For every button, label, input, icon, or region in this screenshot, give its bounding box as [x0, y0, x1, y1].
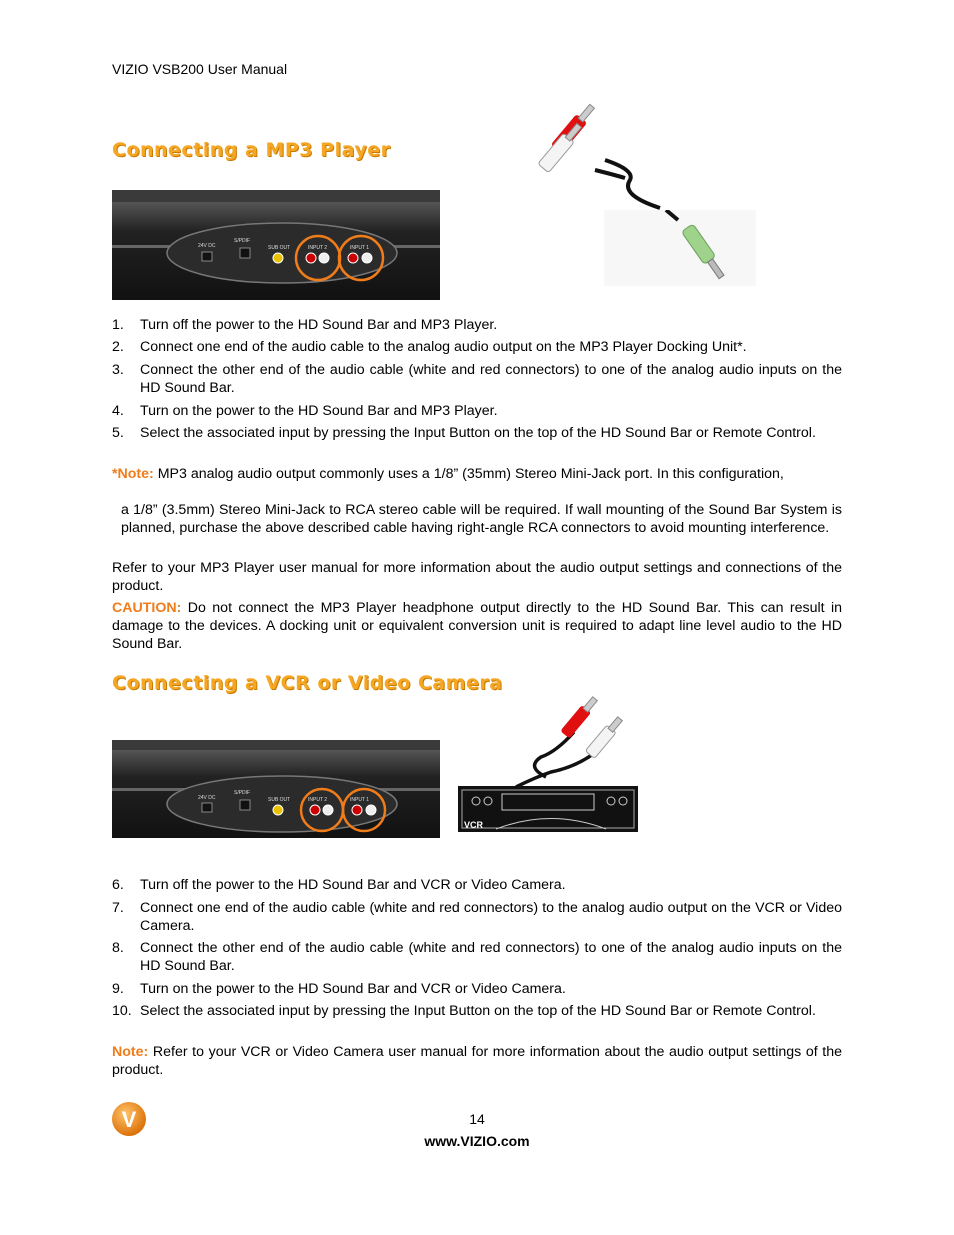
refer-paragraph: Refer to your MP3 Player user manual for more information about the audio output settings and connections of the product.	[112, 560, 842, 594]
panel-label: S/PDIF	[234, 790, 251, 796]
step-number: 8.	[112, 940, 124, 956]
step-number: 10.	[112, 1003, 132, 1019]
step-number: 4.	[112, 403, 124, 419]
panel-label: INPUT 2	[308, 245, 328, 251]
panel-label: INPUT 2	[308, 797, 328, 803]
panel-label: INPUT 1	[350, 245, 370, 251]
step-text: Connect one end of the audio cable to the analog audio output on the MP3 Player Docking Unit*.	[140, 339, 747, 355]
step-text: Select the associated input by pressing the Input Button on the top of the HD Sound Bar or Remote Control.	[140, 425, 816, 441]
panel-label: SUB OUT	[268, 245, 291, 251]
footer-url[interactable]: www.VIZIO.com	[424, 1133, 530, 1149]
note-paragraph	[112, 465, 842, 483]
step-number: 9.	[112, 981, 124, 997]
step-number: 1.	[112, 317, 124, 333]
step-number: 7.	[112, 900, 124, 916]
caution-paragraph	[112, 599, 842, 653]
panel-label: SUB OUT	[268, 797, 291, 803]
panel-label: S/PDIF	[234, 238, 251, 244]
rca-cable-image-1	[535, 100, 665, 210]
panel-label: 24V DC	[198, 243, 216, 249]
step-text: Turn on the power to the HD Sound Bar and VCR or Video Camera.	[140, 981, 566, 997]
step-text: Turn off the power to the HD Sound Bar and MP3 Player.	[140, 317, 498, 333]
list-item	[112, 939, 842, 975]
caution-label: CAUTION:	[112, 600, 182, 616]
document-header: VIZIO VSB200 User Manual	[112, 61, 288, 77]
note-label: Note:	[112, 1044, 149, 1060]
step-text: Turn off the power to the HD Sound Bar and VCR or Video Camera.	[140, 877, 566, 893]
list-item	[112, 338, 842, 356]
vcr-connection-image	[456, 692, 640, 834]
soundbar-rear-panel-image-2	[112, 740, 440, 838]
note-label: *Note:	[112, 466, 154, 482]
note-text: MP3 analog audio output commonly uses a 1/8” (35mm) Stereo Mini-Jack port. In this configuration,	[153, 466, 784, 482]
section-title-mp3: Connecting a MP3 Player	[112, 139, 391, 161]
step-text: Turn on the power to the HD Sound Bar and MP3 Player.	[140, 403, 498, 419]
panel-label: 24V DC	[198, 795, 216, 801]
note-paragraph-vcr	[112, 1043, 842, 1079]
step-text: Connect the other end of the audio cable (white and red connectors) to one of the analog audio inputs on the HD Sound Bar.	[140, 940, 842, 974]
list-item	[112, 1002, 842, 1020]
list-item	[112, 980, 842, 998]
soundbar-rear-panel-image-1	[112, 190, 440, 300]
step-text: Select the associated input by pressing the Input Button on the top of the HD Sound Bar or Remote Control.	[140, 1003, 816, 1019]
list-item	[112, 899, 842, 935]
list-item	[112, 876, 842, 894]
section-title-vcr: Connecting a VCR or Video Camera	[112, 672, 503, 694]
panel-label: INPUT 1	[350, 797, 370, 803]
page-number: 14	[469, 1111, 485, 1127]
list-item	[112, 424, 842, 442]
list-item	[112, 361, 842, 397]
step-number: 5.	[112, 425, 124, 441]
list-item	[112, 402, 842, 420]
caution-text: Do not connect the MP3 Player headphone output directly to the HD Sound Bar. This can result in damage to the devices. A docking unit or equivalent conversion unit is required to adapt line level audio to the HD Sound Bar.	[112, 600, 842, 652]
step-number: 2.	[112, 339, 124, 355]
step-number: 3.	[112, 362, 124, 378]
logo-letter: V	[121, 1107, 137, 1132]
mini-jack-image	[604, 210, 756, 286]
step-number: 6.	[112, 877, 124, 893]
step-text: Connect the other end of the audio cable (white and red connectors) to one of the analog audio inputs on the HD Sound Bar.	[140, 362, 842, 396]
note-text: Refer to your VCR or Video Camera user manual for more information about the audio output settings of the product.	[112, 1044, 842, 1078]
note-continuation: a 1/8” (3.5mm) Stereo Mini-Jack to RCA stereo cable will be required. If wall mounting of the Sound Bar System is planned, purchase the above described cable having right-angle RCA connectors to avoid mounting interference.	[121, 502, 842, 536]
step-text: Connect one end of the audio cable (white and red connectors) to the analog audio output on the VCR or Video Camera.	[140, 900, 842, 934]
list-item	[112, 316, 842, 334]
vcr-label: VCR	[464, 820, 484, 830]
